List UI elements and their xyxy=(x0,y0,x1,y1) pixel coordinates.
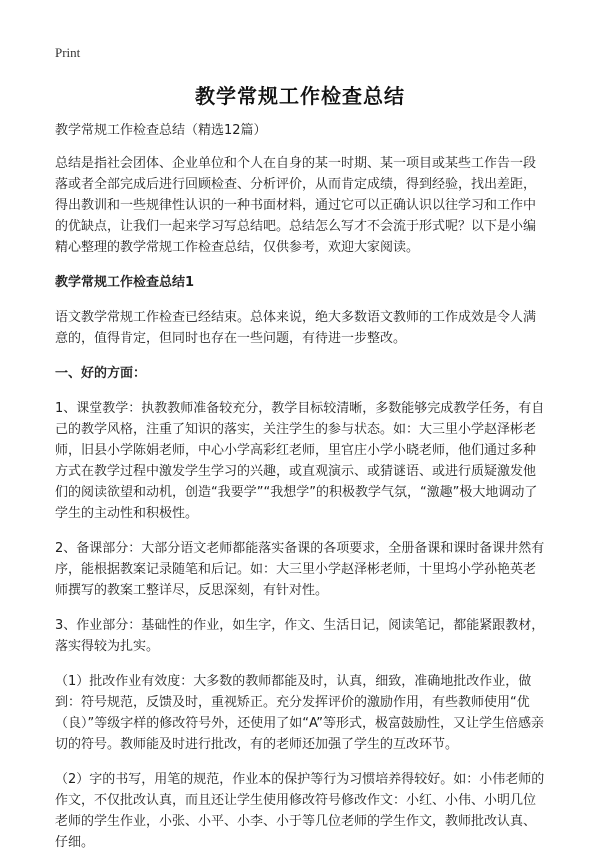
print-link[interactable]: Print xyxy=(55,45,81,60)
section-heading: 教学常规工作检查总结1 xyxy=(55,275,195,290)
section-paragraph: 语文教学常规工作检查已经结束。总体来说，绝大多数语文教师的工作成效是令人满意的，值得肯定，但同时也存在一些问题，有待进一步整改。 xyxy=(55,310,537,346)
item-lesson-preparation: 2、备课部分：大部分语文老师都能落实备课的各项要求，全册备课和课时备课井然有序，能根据教案记录随笔和后记。如：大三里小学赵泽彬老师，十里坞小学孙艳英老师撰写的教案工整详尽，反思深刻，有针对性。 xyxy=(55,541,545,598)
item-homework: 3、作业部分：基础性的作业，如生字，作文、生活日记，阅读笔记，都能紧跟教材，落实得较为扎实。 xyxy=(55,618,545,654)
good-aspects-heading: 一、好的方面： xyxy=(55,366,147,381)
item-homework-grading: （1）批改作业有效度：大多数的教师都能及时，认真，细致，准确地批改作业，做到：符号规范，反馈及时，重视矫正。充分发挥评价的激励作用，有些教师使用“优（良）”等级字样的修改符号外，还使用了如“A”等形式，极富鼓励性，又让学生倍感亲切的符号。教师能及时进行批改，有的老师还加强了学生的互改环节。 xyxy=(55,674,544,752)
document-subtitle: 教学常规工作检查总结（精选12篇） xyxy=(55,123,267,138)
document-body xyxy=(55,120,545,867)
item-writing-habits: （2）字的书写，用笔的规范，作业本的保护等行为习惯培养得较好。如：小伟老师的 作文，不仅批改认真，而且还让学生使用修改符号修改作文：小红、小伟、小明几位老师的学生作业，小张、小平、小李、小于等几位老师的学生作文，教师批改认真、仔细。 xyxy=(55,772,545,850)
item-classroom-teaching: 1、课堂教学：执教教师准备较充分，教学目标较清晰，多数能够完成教学任务，有自己的教学风格，注重了知识的落实，关注学生的参与状态。如：大三里小学赵泽彬老师，旧县小学陈娟老师，中心小学高彩红老师，里官庄小学小晓老师，他们通过多种方式在教学过程中激发学生学习的兴趣，或直观演示、或猜谜语、或进行质疑激发他们的阅读欲望和动机，创造“我要学”“我想学”的积极教学气氛，“激趣”极大地调动了学生的主动性和积极性。 xyxy=(55,401,545,521)
page-title: 教学常规工作检查总结 xyxy=(195,84,405,108)
intro-paragraph: 总结是指社会团体、企业单位和个人在自身的某一时期、某一项目或某些工作告一段落或者全部完成后进行回顾检查、分析评价，从而肯定成绩，得到经验，找出差距，得出教训和一些规律性认识的一种书面材料，通过它可以正确认识以往学习和工作中的优缺点，让我们一起来学习写总结吧。总结怎么写才不会流于形式呢？以下是小编精心整理的教学常规工作检查总结，仅供参考，欢迎大家阅读。 xyxy=(55,156,537,255)
